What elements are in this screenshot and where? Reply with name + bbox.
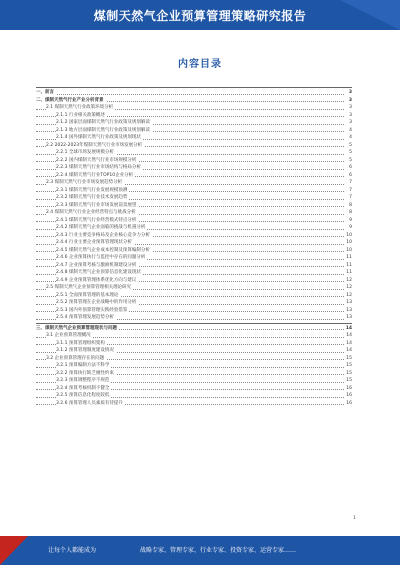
toc-entry[interactable] [36, 247, 352, 255]
toc-entry-page: 11 [346, 262, 352, 268]
toc-entry[interactable] [36, 254, 352, 262]
toc-entry-label: 2.5.3 国内外预算管理实践经验借鉴 [56, 307, 128, 313]
toc-entry-label: 2.2.3 煤制天然气行业市场结构与格局分析 [56, 165, 141, 170]
toc-separator [36, 323, 352, 324]
toc-entry-page: 9 [349, 217, 352, 223]
toc-entry-page: 16 [346, 393, 352, 398]
toc-entry[interactable] [36, 202, 352, 210]
toc-entry-label: 3.1 企业预算管理概况 [46, 333, 91, 338]
toc-entry[interactable] [36, 299, 352, 307]
toc-entry[interactable] [36, 332, 352, 340]
toc-entry-label: 2.5.2 预算管理在企业战略中的作用分析 [56, 300, 137, 305]
toc-entry-page: 15 [346, 370, 352, 376]
toc-entry[interactable] [36, 262, 352, 270]
toc-entry[interactable] [36, 209, 352, 217]
toc-entry-page: 13 [346, 300, 352, 305]
toc-entry-label: 2.2.1 全球市场发展规模分析 [56, 150, 114, 155]
toc-entry-page: 3 [349, 112, 352, 118]
toc-entry[interactable] [36, 164, 352, 172]
toc-entry-page: 15 [346, 363, 352, 368]
toc-entry-label: 2.3.1 煤制天然气行业发展规模预测 [56, 187, 128, 193]
toc-entry-label: 2.1.2 国家层面煤制天然气行业政策及规划解读 [56, 120, 150, 125]
toc-entry-page: 14 [346, 333, 352, 338]
toc-entry-label: 2.4.7 企业预算考核与激励机制建设分析 [56, 262, 137, 268]
toc-entry[interactable] [36, 284, 352, 292]
toc-entry[interactable] [36, 97, 352, 105]
toc-entry[interactable] [36, 307, 352, 315]
toc-entry[interactable] [36, 277, 352, 285]
toc-entry-label: 一、前言 [36, 90, 54, 95]
toc-entry-page: 12 [346, 277, 352, 283]
toc-entry[interactable] [36, 239, 352, 247]
toc-entry-page: 11 [346, 255, 352, 260]
toc-entry-page: 8 [349, 202, 352, 208]
report-header-banner [0, 0, 400, 30]
toc-entry-label: 2.3.3 煤制天然气行业市场发展前景展望 [56, 202, 137, 208]
toc-entry[interactable] [36, 127, 352, 135]
toc-entry[interactable] [36, 179, 352, 187]
toc-entry-label: 2.4.2 煤制天然气企业面临的挑战与机遇分析 [56, 225, 146, 230]
toc-entry-page: 16 [346, 385, 352, 391]
toc-entry-page: 5 [349, 157, 352, 163]
toc-entry-page: 15 [346, 378, 352, 383]
toc-entry-page: 7 [349, 187, 352, 193]
footer-tagline: 战略专家、管理专家、行业专家、投资专家、运营专家…… [140, 547, 297, 554]
toc-entry-page: 14 [346, 348, 352, 353]
toc-entry-label: 2.1.1 行业相关政策概述 [56, 112, 105, 118]
footer-red-accent [0, 536, 28, 565]
toc-entry[interactable] [36, 134, 352, 142]
toc-entry-label: 2.1.3 地方层面煤制天然气行业政策及规划解读 [56, 127, 150, 133]
toc-entry-label: 3.2.3 预算调整程序不规范 [56, 378, 110, 383]
toc-entry-page: 7 [349, 180, 352, 185]
footer-slogan: 让每个人都能成为 [48, 547, 97, 554]
toc-entry-label: 2.3.2 煤制天然气行业技术发展趋势 [56, 195, 128, 200]
toc-entry-page: 14 [346, 340, 352, 346]
report-title: 煤制天然气企业预算管理策略研究报告 [93, 9, 307, 23]
toc-dot-leader [36, 94, 344, 95]
toc-entry-page: 5 [349, 150, 352, 155]
toc-entry-page: 13 [346, 315, 352, 320]
toc-entry-label: 3.2.6 预算管理人员素质有待提升 [56, 400, 123, 406]
toc-entry[interactable] [36, 370, 352, 378]
toc-entry[interactable] [36, 347, 352, 355]
toc-entry[interactable] [36, 325, 352, 333]
footer-banner [0, 536, 400, 565]
toc-entry-page: 4 [349, 135, 352, 140]
toc-entry[interactable] [36, 149, 352, 157]
toc-entry-label: 2.4.6 企业预算执行与监控中存在的问题分析 [56, 255, 146, 260]
toc-entry-page: 11 [346, 270, 352, 275]
toc-entry[interactable] [36, 157, 352, 165]
toc-entry[interactable] [36, 385, 352, 393]
toc-entry-page: 7 [349, 195, 352, 200]
toc-entry-page: 15 [346, 355, 352, 361]
toc-entry-label: 3.2.4 预算考核机制不健全 [56, 385, 110, 391]
toc-entry-page: 4 [349, 127, 352, 133]
toc-entry[interactable] [36, 194, 352, 202]
toc-entry-page: 5 [349, 142, 352, 148]
toc-entry-label: 3.2.2 预算执行缺乏刚性约束 [56, 370, 114, 376]
toc-entry-label: 2.4.1 煤制天然气行业经营模式特点分析 [56, 217, 137, 223]
toc-entry[interactable] [36, 355, 352, 363]
toc-entry[interactable] [36, 269, 352, 277]
toc-entry[interactable] [36, 400, 352, 408]
toc-entry-label: 3.2 企业预算管理存在的问题 [46, 355, 105, 361]
toc-entry-page: 12 [346, 292, 352, 298]
toc-entry-label: 2.4.8 煤制天然气企业预算信息化建设现状 [56, 270, 141, 275]
toc-entry[interactable] [36, 224, 352, 232]
toc-entry-page: 6 [349, 165, 352, 170]
toc-entry-label: 2.4.5 煤制天然气企业成本控制及预算编制分析 [56, 247, 150, 253]
toc-entry-page: 9 [349, 225, 352, 230]
toc-entry-page: 8 [349, 210, 352, 215]
toc-entry[interactable] [36, 142, 352, 150]
toc-entry-label: 2.5.4 预算管理发展趋势分析 [56, 315, 114, 320]
toc-entry[interactable] [36, 392, 352, 400]
toc-entry[interactable] [36, 232, 352, 240]
toc-entry[interactable] [36, 377, 352, 385]
toc-entry-label: 2.3 煤制天然气行业市场发展趋势分析 [46, 180, 123, 185]
toc-entry[interactable] [36, 89, 352, 97]
toc-entry-label: 2.4.4 行业主要企业预算管理现状分析 [56, 240, 132, 245]
toc-entry-page: 6 [349, 172, 352, 178]
toc-separator [36, 87, 352, 88]
toc-entry[interactable] [36, 217, 352, 225]
toc-entry-page: 3 [348, 97, 352, 103]
toc-entry-label: 3.2.1 预算编制方法不科学 [56, 363, 110, 368]
toc-entry-page: 10 [346, 232, 352, 238]
toc-entry-label: 2.5 煤制天然气企业预算管理相关理论研究 [46, 285, 132, 290]
toc-entry[interactable] [36, 119, 352, 127]
toc-entry[interactable] [36, 292, 352, 300]
toc-entry[interactable] [36, 340, 352, 348]
table-of-contents [36, 86, 352, 407]
toc-entry-label: 2.4 煤制天然气行业企业经营特点与挑战分析 [46, 210, 136, 215]
toc-entry-page: 12 [346, 285, 352, 290]
toc-entry-page: 10 [346, 247, 352, 253]
toc-entry[interactable] [36, 187, 352, 195]
toc-entry-label: 2.4.9 企业预算管理体系优化方向与建议 [56, 277, 137, 283]
toc-entry-label: 2.2.2 国内煤制天然气行业市场规模分析 [56, 157, 137, 163]
toc-entry-label: 2.1 煤制天然气行业政策环境分析 [46, 105, 114, 110]
toc-entry[interactable] [36, 362, 352, 370]
toc-entry-label: 3.1.1 预算管理组织架构 [56, 340, 105, 346]
toc-entry-label: 二、煤制天然气行业产业分析背景 [36, 97, 104, 103]
toc-entry-label: 3.1.2 预算管理制度建设情况 [56, 348, 114, 353]
toc-entry-page: 3 [348, 90, 352, 95]
toc-entry[interactable] [36, 172, 352, 180]
toc-entry-label: 2.2 2022-2023年煤制天然气行业市场发展分析 [46, 142, 143, 148]
toc-entry-page: 13 [346, 307, 352, 313]
toc-entry-label: 2.5.1 全面预算管理的基本理论 [56, 292, 119, 298]
toc-entry[interactable] [36, 112, 352, 120]
toc-entry[interactable] [36, 104, 352, 112]
toc-heading: 内容目录 [178, 59, 222, 70]
toc-entry-label: 2.2.4 煤制天然气行业TOP10企业分析 [56, 172, 134, 178]
toc-entry-label: 3.2.5 预算信息化程度较低 [56, 393, 110, 398]
toc-entry-page: 14 [345, 325, 352, 331]
toc-entry-page: 16 [346, 400, 352, 406]
toc-entry-label: 2.4.3 行业主要竞争格局及企业核心竞争力分析 [56, 232, 150, 238]
toc-entry-page: 3 [349, 105, 352, 110]
toc-entry-page: 10 [346, 240, 352, 245]
toc-entry-label: 三、煤制天然气企业预算管理现状与问题 [36, 325, 117, 331]
toc-entry-page: 3 [349, 120, 352, 125]
toc-entry-label: 2.1.4 国外煤制天然气行业政策及规划现状 [56, 135, 141, 140]
page-number: 1 [353, 516, 356, 521]
toc-entry[interactable] [36, 314, 352, 322]
